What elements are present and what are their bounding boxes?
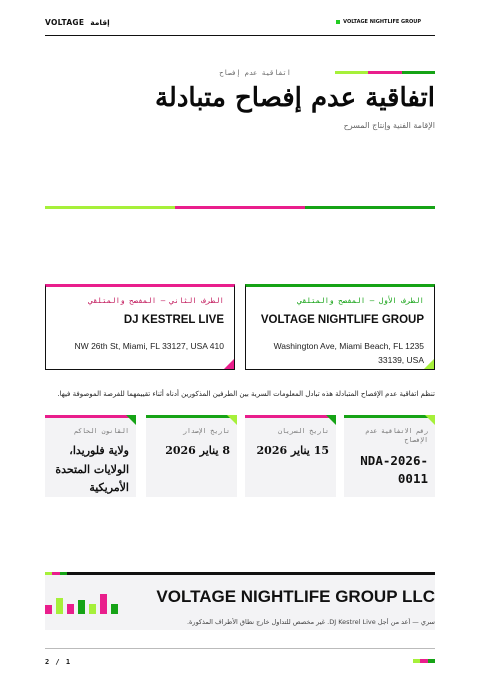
meta-value: 15 يناير 2026 bbox=[256, 444, 329, 458]
party-role: الطرف الثاني — المفصح والمتلقي bbox=[88, 296, 224, 305]
meta-label: تاريخ السريان bbox=[278, 427, 329, 435]
brand-name: VOLTAGE bbox=[45, 18, 85, 27]
meta-agreement-no bbox=[344, 415, 435, 497]
meta-value: ولاية فلوريدا، الولايات المتحدة الأمريكية bbox=[55, 444, 129, 494]
title-accent bbox=[335, 71, 435, 74]
meta-label: القانون الحاكم bbox=[74, 427, 129, 435]
corner-triangle-icon bbox=[126, 415, 136, 425]
section-divider bbox=[45, 206, 435, 209]
header-company bbox=[336, 19, 421, 25]
footer-company: VOLTAGE NIGHTLIFE GROUP LLC bbox=[156, 587, 435, 606]
brand-arabic: إقامة bbox=[90, 18, 110, 27]
status-dot-icon bbox=[336, 20, 340, 24]
corner-triangle-icon bbox=[424, 359, 434, 369]
meta-label: رقم الاتفاقية عدم الإفصاح bbox=[365, 427, 428, 445]
footer-accent bbox=[45, 572, 67, 575]
footer-block bbox=[45, 572, 435, 630]
party-role: الطرف الأول — المفصح والمتلقي bbox=[297, 296, 424, 305]
brand bbox=[45, 18, 110, 27]
party-card-first bbox=[245, 284, 435, 370]
meta-issue-date bbox=[146, 415, 237, 497]
page-header bbox=[45, 14, 435, 36]
meta-governing-law bbox=[45, 415, 136, 497]
page-subtitle: الإقامة الفنية وإنتاج المسرح bbox=[343, 121, 435, 130]
party-card-second bbox=[45, 284, 235, 370]
header-company-label: VOLTAGE NIGHTLIFE GROUP bbox=[343, 19, 421, 25]
equalizer-bars-icon bbox=[45, 590, 123, 614]
meta-value: 8 يناير 2026 bbox=[165, 444, 230, 458]
corner-triangle-icon bbox=[425, 415, 435, 425]
footer-note: سري — أعد من أجل DJ Kestrel Live. غير مخصص للتداول خارج نطاق الأطراف المذكورة. bbox=[186, 618, 435, 626]
party-name: VOLTAGE NIGHTLIFE GROUP bbox=[260, 314, 424, 326]
corner-triangle-icon bbox=[227, 415, 237, 425]
meta-label: تاريخ الإصدار bbox=[183, 427, 230, 435]
corner-triangle-icon bbox=[224, 359, 234, 369]
footer-accent bbox=[413, 659, 435, 663]
page-title: اتفاقية عدم إفصاح متبادلة bbox=[154, 83, 435, 113]
page-footer bbox=[45, 648, 435, 666]
party-name: DJ KESTREL LIVE bbox=[123, 314, 224, 326]
meta-value: NDA-2026-0011 bbox=[360, 452, 428, 486]
doc-eyebrow: اتفاقية عدم إفصاح bbox=[219, 69, 291, 77]
intro-text: تنظم اتفاقية عدم الإفصاح المتبادلة هذه تبادل المعلومات السرية بين الطرفين المذكورين أدناه أثناء تقييمهما للفرصة الموصوفة فيها. bbox=[57, 390, 435, 398]
party-address: Washington Ave, Miami Beach, FL 1235 33139, USA bbox=[273, 341, 424, 365]
party-address: NW 26th St, Miami, FL 33127, USA 410 bbox=[74, 341, 224, 351]
corner-triangle-icon bbox=[326, 415, 336, 425]
page-number: 2 / 1 bbox=[45, 658, 72, 666]
meta-effective-date bbox=[245, 415, 336, 497]
